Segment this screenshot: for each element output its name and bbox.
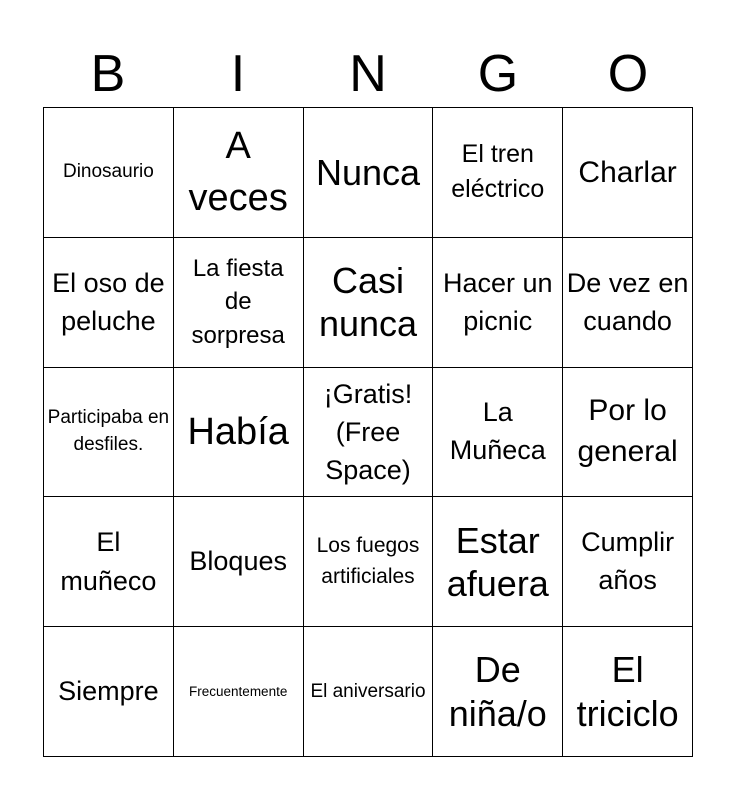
- bingo-cell[interactable]: [174, 497, 304, 627]
- bingo-cell[interactable]: [433, 497, 563, 627]
- bingo-cell[interactable]: [304, 627, 434, 757]
- cell-text: Cumplir años: [581, 526, 675, 595]
- bingo-cell[interactable]: [44, 368, 174, 498]
- bingo-cell[interactable]: [174, 238, 304, 368]
- bingo-free-space[interactable]: [304, 368, 434, 498]
- bingo-cell[interactable]: [304, 238, 434, 368]
- cell-text: Charlar: [578, 155, 677, 189]
- cell-text: Frecuentemente: [189, 683, 288, 699]
- cell-text: El aniversario: [310, 680, 426, 702]
- bingo-cell[interactable]: [174, 108, 304, 238]
- bingo-cell[interactable]: [174, 627, 304, 757]
- bingo-cell[interactable]: [44, 627, 174, 757]
- header-letter-g: G: [477, 45, 519, 103]
- bingo-board: [43, 107, 693, 757]
- header-letter-i: I: [230, 45, 246, 103]
- bingo-cell[interactable]: [563, 497, 693, 627]
- cell-text: Había: [187, 410, 289, 453]
- bingo-cell[interactable]: [433, 627, 563, 757]
- cell-text: El tren eléctrico: [451, 140, 545, 204]
- free-space-text: ¡Gratis! (Free Space): [323, 378, 413, 486]
- cell-text: El muñeco: [60, 527, 157, 596]
- bingo-cell[interactable]: [563, 238, 693, 368]
- cell-text: Siempre: [58, 675, 159, 706]
- bingo-cell[interactable]: [304, 497, 434, 627]
- cell-text: De vez en cuando: [566, 267, 689, 337]
- cell-text: El triciclo: [576, 649, 679, 734]
- cell-text: El oso de peluche: [52, 267, 165, 337]
- cell-text: Participaba en desfiles.: [47, 407, 170, 455]
- cell-text: Estar afuera: [446, 519, 549, 604]
- header-letter-b: B: [90, 45, 126, 103]
- cell-text: Bloques: [189, 545, 287, 576]
- bingo-cell[interactable]: [44, 497, 174, 627]
- header-letter-n: N: [349, 45, 387, 103]
- cell-text: Nunca: [315, 151, 421, 193]
- bingo-cell[interactable]: [563, 108, 693, 238]
- cell-text: De niña/o: [448, 649, 547, 734]
- bingo-cell[interactable]: [563, 368, 693, 498]
- bingo-cell[interactable]: [44, 108, 174, 238]
- bingo-cell[interactable]: [174, 368, 304, 498]
- bingo-cell[interactable]: [433, 238, 563, 368]
- bingo-cell[interactable]: [304, 108, 434, 238]
- cell-text: Los fuegos artificiales: [316, 534, 420, 588]
- cell-text: Dinosaurio: [62, 161, 154, 183]
- cell-text: La Muñeca: [449, 397, 546, 465]
- bingo-cell[interactable]: [433, 368, 563, 498]
- header-letter-o: O: [607, 45, 649, 103]
- cell-text: Por lo general: [577, 394, 678, 468]
- bingo-header: [43, 40, 693, 108]
- cell-text: Casi nunca: [318, 260, 418, 345]
- cell-text: A veces: [188, 124, 288, 220]
- cell-text: Hacer un picnic: [443, 267, 553, 337]
- bingo-cell[interactable]: [433, 108, 563, 238]
- bingo-cell[interactable]: [44, 238, 174, 368]
- cell-text: La fiesta de sorpresa: [191, 254, 285, 349]
- bingo-cell[interactable]: [563, 627, 693, 757]
